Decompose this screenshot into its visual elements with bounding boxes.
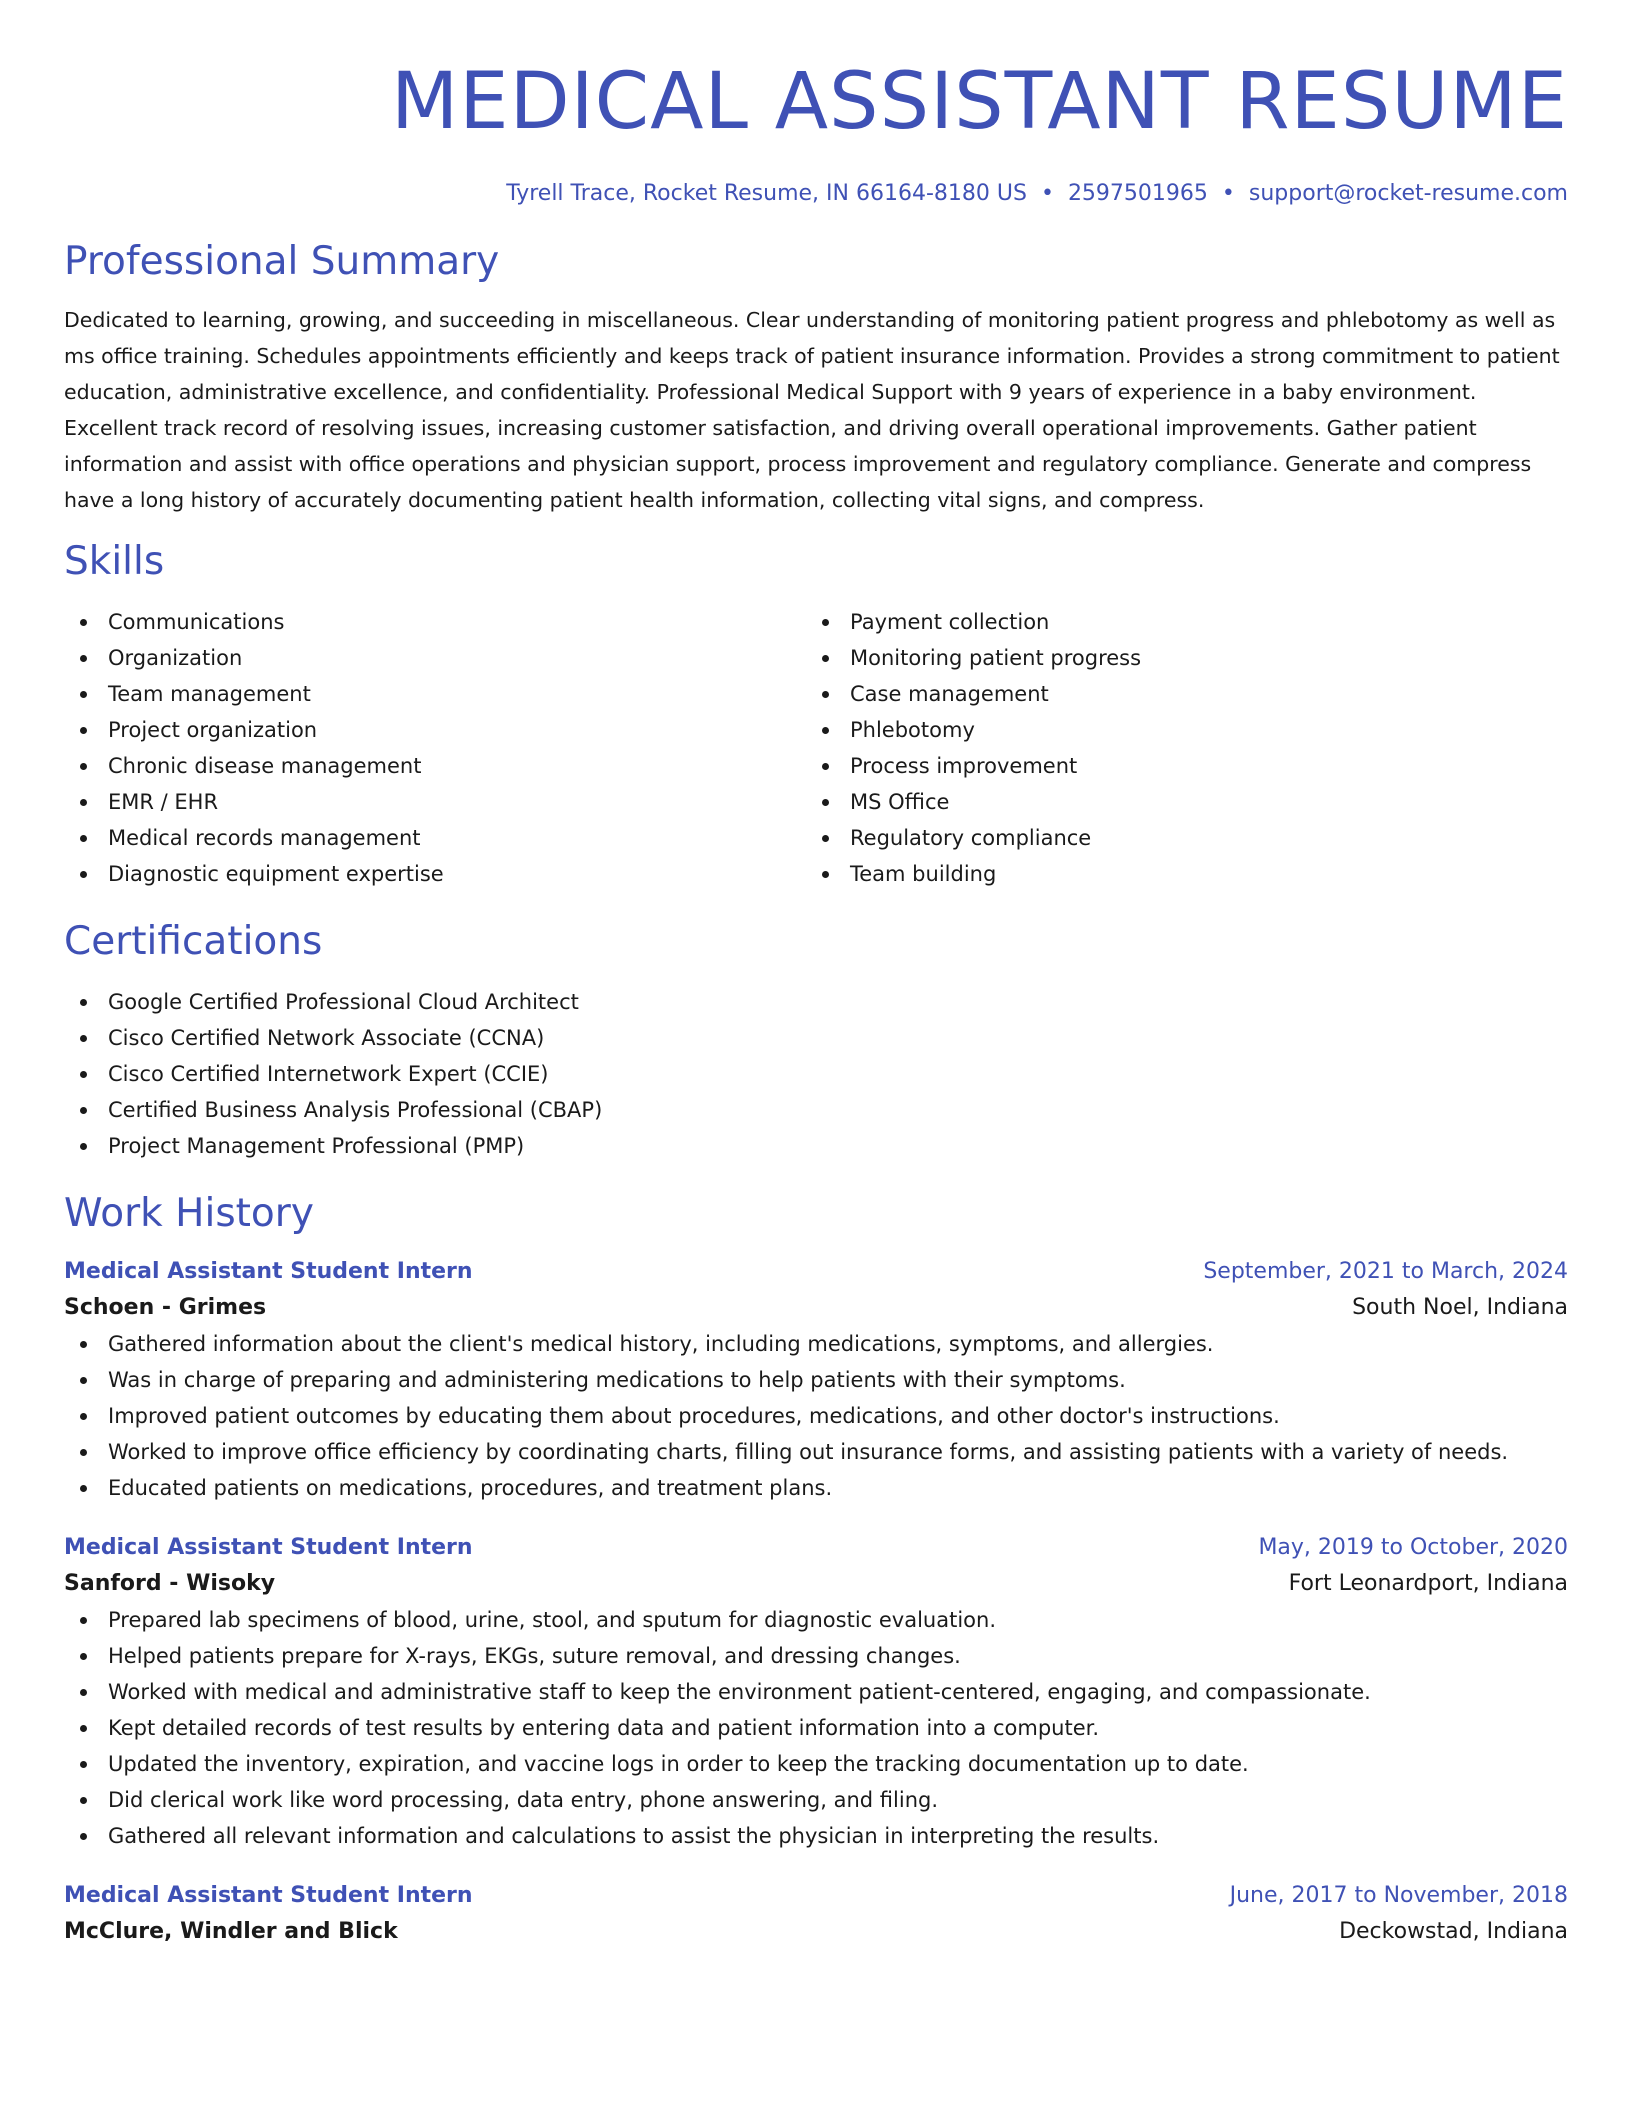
job-title: Medical Assistant Student Intern: [64, 1883, 473, 1908]
certification-item: Project Management Professional (PMP): [64, 1128, 1568, 1164]
skill-item: Project organization: [64, 712, 806, 748]
job-company: Schoen - Grimes: [64, 1295, 267, 1320]
summary-text: Dedicated to learning, growing, and succeeding in miscellaneous. Clear understanding of monitoring patient progress and phlebotomy as well as ms office training. Schedules appointments efficiently and keeps track of patient insurance information. Provides a strong commitment to patient education, administrative excellence, and confidentiality. Professional Medical Support with 9 years of experience in a baby environment. Excellent track record of resolving issues, increasing customer satisfaction, and driving overall operational improvements. Gather patient information and assist with office operations and physician support, process improvement and regulatory compliance. Generate and compress have a long history of accurately documenting patient health information, collecting vital signs, and compress.: [64, 308, 1560, 512]
skill-item: Communications: [64, 604, 806, 640]
skill-item: Payment collection: [806, 604, 1548, 640]
contact-separator: •: [1221, 181, 1235, 206]
job-entry: [64, 1254, 1568, 1506]
job-location: South Noel, Indiana: [1352, 1295, 1568, 1320]
job-bullet: Worked to improve office efficiency by coordinating charts, filling out insurance forms, and assisting patients with a variety of needs.: [64, 1434, 1568, 1470]
skill-item: Diagnostic equipment expertise: [64, 856, 806, 892]
contact-email[interactable]: support@rocket-resume.com: [1248, 181, 1568, 206]
certification-item: Cisco Certified Internetwork Expert (CCIE): [64, 1056, 1568, 1092]
skill-item: Monitoring patient progress: [806, 640, 1548, 676]
job-title: Medical Assistant Student Intern: [64, 1259, 473, 1284]
job-dates: September, 2021 to March, 2024: [1203, 1259, 1568, 1284]
job-bullet: Gathered all relevant information and calculations to assist the physician in interpreting the results.: [64, 1818, 1568, 1854]
job-location: Fort Leonardport, Indiana: [1288, 1571, 1568, 1596]
job-bullet: Updated the inventory, expiration, and vaccine logs in order to keep the tracking documentation up to date.: [64, 1746, 1568, 1782]
skills-list-left: [64, 604, 806, 892]
job-bullets: [64, 1602, 1568, 1854]
job-bullet: Educated patients on medications, procedures, and treatment plans.: [64, 1470, 1568, 1506]
skill-item: Organization: [64, 640, 806, 676]
skill-item: Medical records management: [64, 820, 806, 856]
skills-heading: Skills: [64, 539, 165, 584]
job-location: Deckowstad, Indiana: [1339, 1919, 1568, 1944]
skills-list-right: [806, 604, 1548, 892]
job-bullet: Did clerical work like word processing, data entry, phone answering, and filing.: [64, 1782, 1568, 1818]
skill-item: Regulatory compliance: [806, 820, 1548, 856]
job-header-row: [64, 1878, 1568, 1914]
job-bullet: Was in charge of preparing and administering medications to help patients with their symptoms.: [64, 1362, 1568, 1398]
job-bullet: Prepared lab specimens of blood, urine, stool, and sputum for diagnostic evaluation.: [64, 1602, 1568, 1638]
certifications-heading: Certifications: [64, 919, 323, 964]
job-entry: [64, 1530, 1568, 1854]
job-bullet: Gathered information about the client's medical history, including medications, symptoms, and allergies.: [64, 1326, 1568, 1362]
contact-address: Tyrell Trace, Rocket Resume, IN 66164-8180 US: [506, 181, 1027, 206]
job-bullet: Worked with medical and administrative staff to keep the environment patient-centered, engaging, and compassionate.: [64, 1674, 1568, 1710]
summary-heading: Professional Summary: [64, 239, 500, 284]
skill-item: Team building: [806, 856, 1548, 892]
job-entry: [64, 1878, 1568, 1950]
skill-item: Chronic disease management: [64, 748, 806, 784]
skill-item: Process improvement: [806, 748, 1548, 784]
contact-separator: •: [1040, 181, 1054, 206]
job-header-row: [64, 1254, 1568, 1290]
job-company-row: [64, 1914, 1568, 1950]
skill-item: Team management: [64, 676, 806, 712]
contact-line: [64, 180, 1568, 208]
contact-phone: 2597501965: [1067, 181, 1208, 206]
job-bullet: Helped patients prepare for X-rays, EKGs, suture removal, and dressing changes.: [64, 1638, 1568, 1674]
certification-item: Certified Business Analysis Professional (CBAP): [64, 1092, 1568, 1128]
skill-item: Case management: [806, 676, 1548, 712]
skill-item: MS Office: [806, 784, 1548, 820]
job-company-row: [64, 1290, 1568, 1326]
job-company: Sanford - Wisoky: [64, 1571, 276, 1596]
job-bullet: Kept detailed records of test results by entering data and patient information into a computer.: [64, 1710, 1568, 1746]
work-history-heading: Work History: [64, 1191, 314, 1236]
job-dates: May, 2019 to October, 2020: [1258, 1535, 1568, 1560]
job-header-row: [64, 1530, 1568, 1566]
job-bullet: Improved patient outcomes by educating them about procedures, medications, and other doctor's instructions.: [64, 1398, 1568, 1434]
resume-title: MEDICAL ASSISTANT RESUME: [390, 57, 1568, 147]
skills-grid: [64, 604, 1568, 892]
skill-item: EMR / EHR: [64, 784, 806, 820]
certification-item: Google Certified Professional Cloud Architect: [64, 984, 1568, 1020]
skill-item: Phlebotomy: [806, 712, 1548, 748]
job-company: McClure, Windler and Blick: [64, 1919, 398, 1944]
job-dates: June, 2017 to November, 2018: [1229, 1883, 1568, 1908]
job-company-row: [64, 1566, 1568, 1602]
certification-item: Cisco Certified Network Associate (CCNA): [64, 1020, 1568, 1056]
job-bullets: [64, 1326, 1568, 1506]
job-title: Medical Assistant Student Intern: [64, 1535, 473, 1560]
certifications-list: [64, 984, 1568, 1164]
